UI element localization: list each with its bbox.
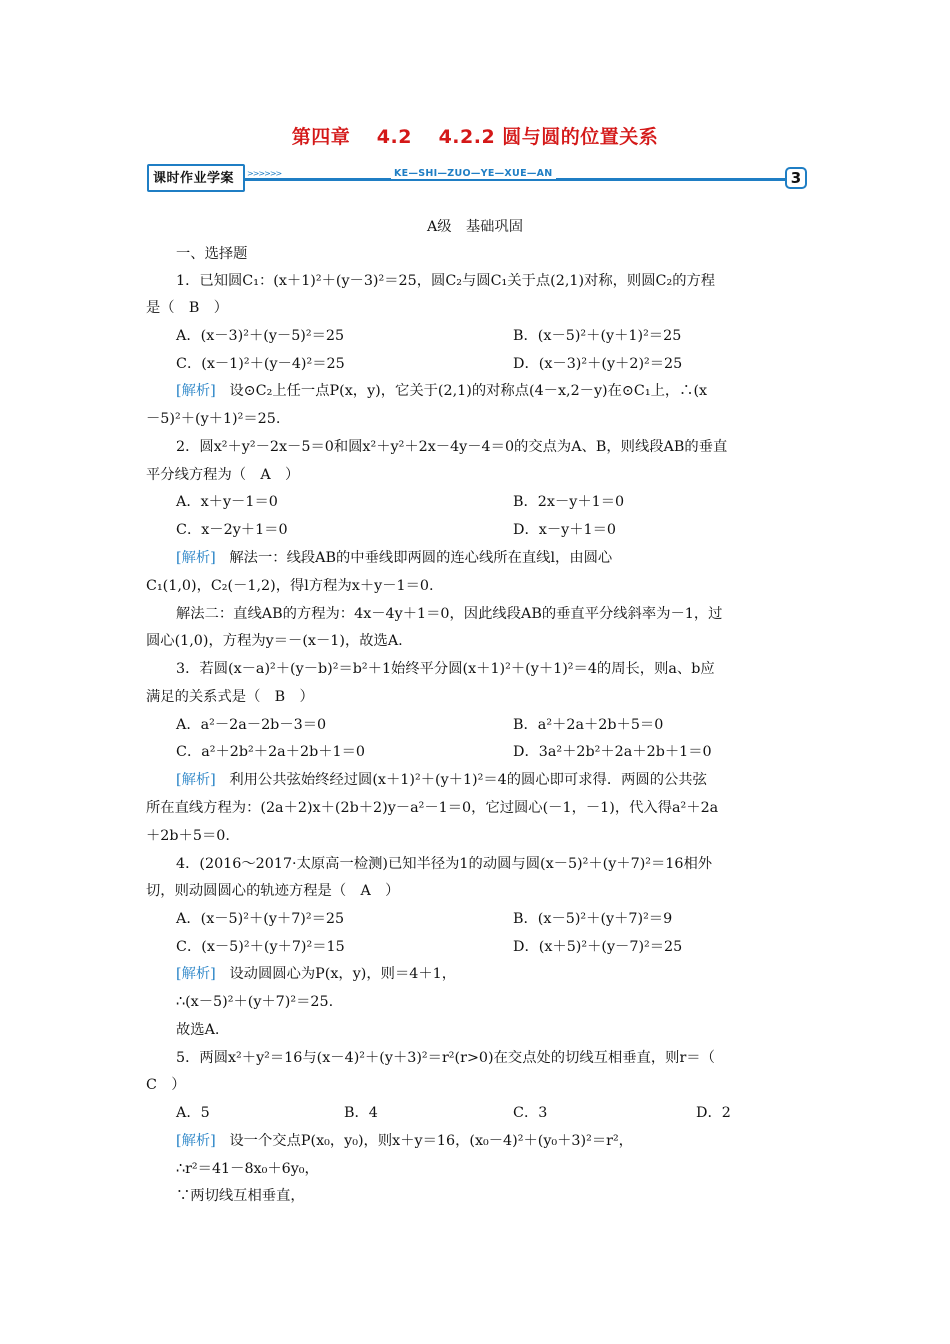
level-heading: A级 基础巩固 — [426, 219, 524, 235]
q5-stem: 5．两圆x²＋y²＝16与(x－4)²＋(y＋3)²＝r²(r>0)在交点处的切线互相垂直，则r＝（ — [176, 1050, 715, 1066]
q2-analysis — [176, 548, 612, 568]
analysis-tag: [解析] — [176, 550, 216, 566]
banner-pinyin: KE—SHI—ZUO—YE—XUE—AN — [391, 168, 556, 179]
q5-option-b: B．4 — [344, 1105, 378, 1121]
q2-option-b: B．2x－y＋1＝0 — [513, 494, 625, 510]
q3-stem: 3．若圆(x－a)²＋(y－b)²＝b²＋1始终平分圆(x＋1)²＋(y＋1)²＝4的周长，则a、b应 — [176, 661, 715, 677]
q1-analysis — [176, 381, 707, 401]
q4-stem-cont: 切，则动圆圆心的轨迹方程是（ A ） — [146, 883, 400, 899]
q5-stem-cont: C ） — [146, 1077, 186, 1093]
q1-option-a: A．(x－3)²＋(y－5)²＝25 — [176, 328, 345, 344]
q2-option-a: A．x＋y－1＝0 — [176, 494, 278, 510]
q1-option-c: C．(x－1)²＋(y－4)²＝25 — [176, 356, 345, 372]
q1-option-b: B．(x－5)²＋(y＋1)²＝25 — [513, 328, 682, 344]
q2-option-c: C．x－2y＋1＝0 — [176, 522, 288, 538]
q3-analysis — [176, 770, 707, 790]
banner-number: 3 — [785, 167, 807, 189]
q1-analysis-cont: －5)²＋(y＋1)²＝25. — [146, 411, 281, 427]
q3-option-b: B．a²＋2a＋2b＋5＝0 — [513, 717, 664, 733]
q5-analysis — [176, 1131, 633, 1151]
banner-arrows: >>>>>> — [247, 169, 282, 178]
q1-stem-cont: 是（ B ） — [146, 300, 228, 316]
q4-stem: 4．(2016～2017·太原高一检测)已知半径为1的动圆与圆(x－5)²＋(y＋7)²＝16相外 — [176, 856, 713, 872]
q1-analysis-text: 设⊙C₂上任一点P(x，y)，它关于(2,1)的对称点(4－x,2－y)在⊙C₁上，∴(x — [229, 383, 708, 399]
page-title: 第四章 4.2 4.2.2 圆与圆的位置关系 — [291, 126, 659, 148]
q2-analysis-method2-cont: 圆心(1,0)，方程为y＝－(x－1)，故选A. — [146, 633, 403, 649]
analysis-tag: [解析] — [176, 383, 216, 399]
q5-option-a: A．5 — [176, 1105, 210, 1121]
q3-option-c: C．a²＋2b²＋2a＋2b＋1＝0 — [176, 744, 366, 760]
q4-option-a: A．(x－5)²＋(y＋7)²＝25 — [176, 911, 345, 927]
banner-label: 课时作业学案 — [147, 164, 245, 192]
q4-analysis-text: 设动圆圆心为P(x，y)，则＝4＋1， — [229, 966, 457, 982]
q5-option-d: D．2 — [696, 1105, 731, 1121]
q3-option-d: D．3a²＋2b²＋2a＋2b＋1＝0 — [513, 744, 712, 760]
section-heading: 一、选择题 — [176, 246, 248, 262]
q3-analysis-end: ＋2b＋5＝0. — [146, 828, 230, 844]
q1-option-d: D．(x－3)²＋(y＋2)²＝25 — [513, 356, 683, 372]
q2-stem: 2．圆x²＋y²－2x－5＝0和圆x²＋y²＋2x－4y－4＝0的交点为A、B，则线段AB的垂直 — [176, 439, 728, 455]
analysis-tag: [解析] — [176, 772, 216, 788]
section-banner — [147, 164, 807, 196]
q4-analysis-cont: ∴(x－5)²＋(y＋7)²＝25. — [176, 994, 334, 1010]
q4-analysis-end: 故选A. — [176, 1022, 220, 1038]
q4-option-d: D．(x＋5)²＋(y－7)²＝25 — [513, 939, 683, 955]
q3-analysis-text: 利用公共弦始终经过圆(x＋1)²＋(y＋1)²＝4的圆心即可求得．两圆的公共弦 — [229, 772, 707, 788]
q5-option-c: C．3 — [513, 1105, 548, 1121]
q5-analysis-cont: ∴r²＝41－8x₀＋6y₀， — [176, 1161, 319, 1177]
q2-analysis-method2: 解法二：直线AB的方程为：4x－4y＋1＝0，因此线段AB的垂直平分线斜率为－1，过 — [176, 606, 723, 622]
q2-option-d: D．x－y＋1＝0 — [513, 522, 616, 538]
q2-analysis-text: 解法一：线段AB的中垂线即两圆的连心线所在直线l，由圆心 — [229, 550, 613, 566]
q5-analysis-text: 设一个交点P(x₀，y₀)，则x＋y＝16，(x₀－4)²＋(y₀＋3)²＝r²， — [229, 1133, 633, 1149]
q3-option-a: A．a²－2a－2b－3＝0 — [176, 717, 327, 733]
q5-analysis-end: ∵两切线互相垂直， — [176, 1188, 305, 1204]
q3-stem-cont: 满足的关系式是（ B ） — [146, 689, 314, 705]
q2-analysis-cont: C₁(1,0)，C₂(－1,2)，得l方程为x＋y－1＝0. — [146, 578, 434, 594]
q4-option-b: B．(x－5)²＋(y＋7)²＝9 — [513, 911, 673, 927]
q2-stem-cont: 平分线方程为（ A ） — [146, 467, 300, 483]
analysis-tag: [解析] — [176, 966, 216, 982]
q1-stem: 1．已知圆C₁：(x＋1)²＋(y－3)²＝25，圆C₂与圆C₁关于点(2,1)对称，则圆C₂的方程 — [176, 273, 716, 289]
q3-analysis-cont: 所在直线方程为：(2a＋2)x＋(2b＋2)y－a²－1＝0，它过圆心(－1，－1)，代入得a²＋2a — [146, 800, 719, 816]
analysis-tag: [解析] — [176, 1133, 216, 1149]
q4-option-c: C．(x－5)²＋(y＋7)²＝15 — [176, 939, 345, 955]
q4-analysis — [176, 964, 456, 984]
